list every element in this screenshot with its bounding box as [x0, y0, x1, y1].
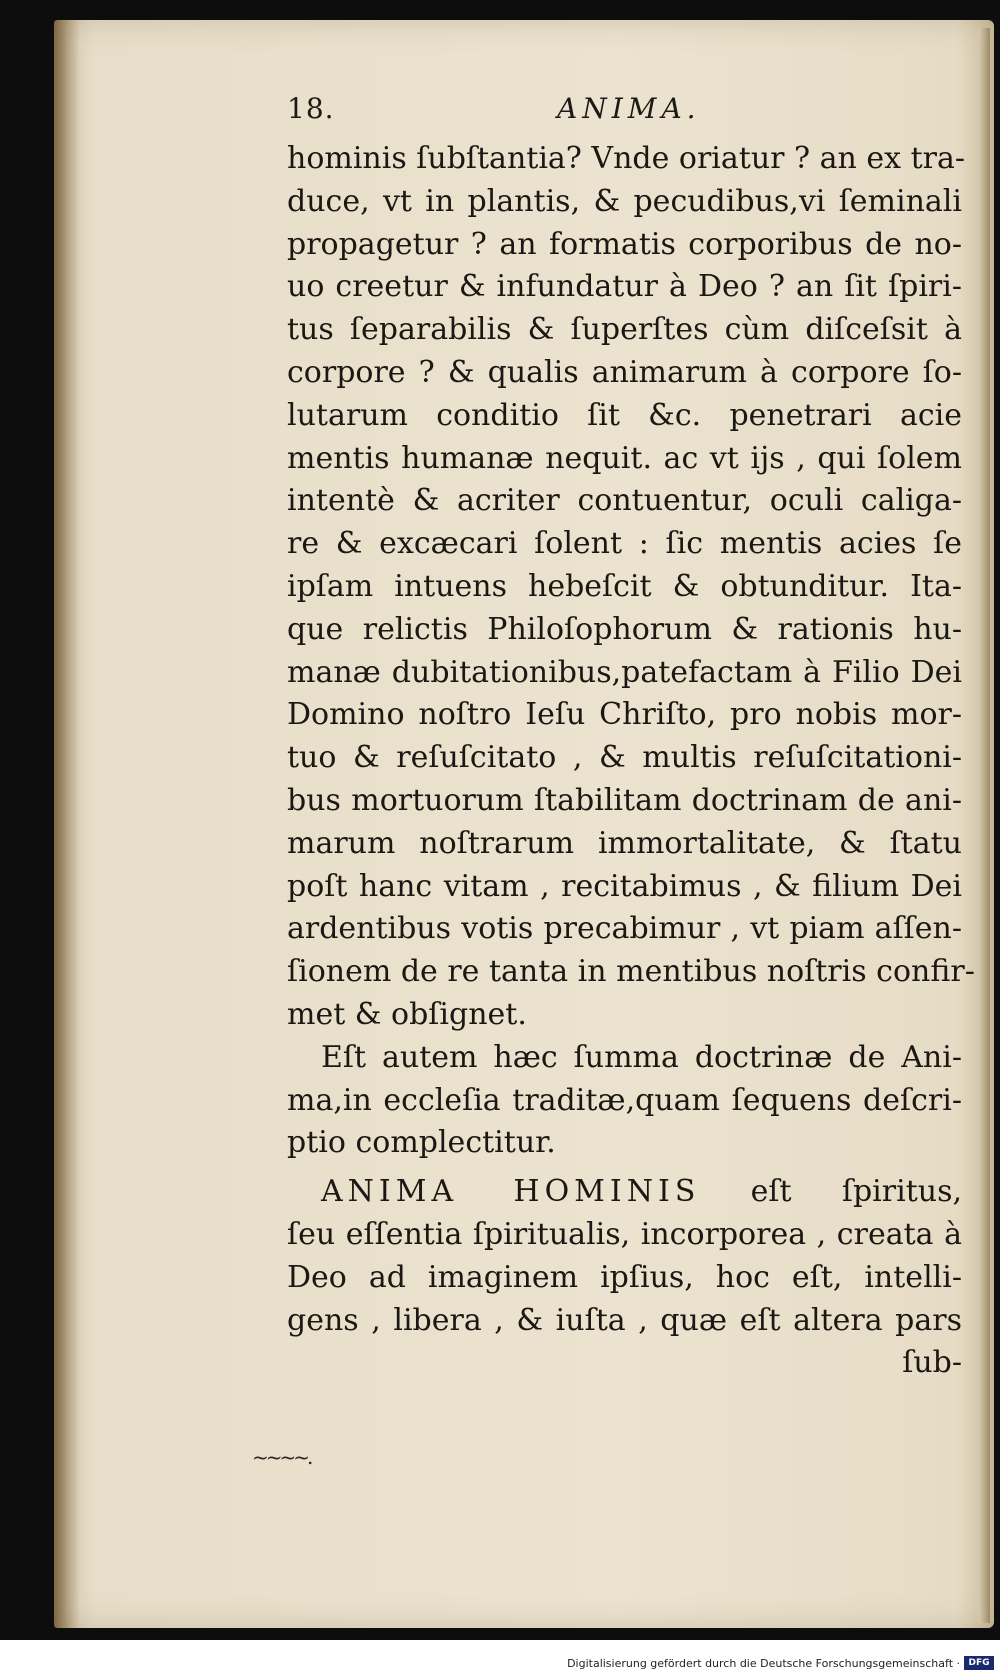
page-edge — [978, 28, 990, 1623]
text-line: intentè & acriter contuentur, oculi caliga- — [287, 483, 962, 519]
text-line: ſeu eſſentia ſpiritualis, incorporea , creata à — [287, 1216, 962, 1252]
text-line: uo creetur & infundatur à Deo ? an ſit ſpiri- — [287, 269, 962, 305]
text-line: ardentibus votis precabimur , vt piam aſſen- — [287, 911, 962, 947]
text-line: duce, vt in plantis, & pecudibus,vi ſeminali — [287, 183, 962, 219]
text-line: ptio complectitur. — [287, 1125, 556, 1161]
text-line: propagetur ? an formatis corporibus de no- — [287, 226, 962, 262]
text-line: gens , libera , & iuſta , quæ eſt altera pars — [287, 1302, 962, 1338]
text-line: corpore ? & qualis animarum à corpore ſo- — [287, 354, 962, 390]
text-line: tuo & reſuſcitato , & multis reſuſcitationi- — [287, 740, 962, 776]
text-line: mentis humanæ nequit. ac vt ijs , qui ſolem — [287, 440, 962, 476]
running-title: ANIMA. — [557, 92, 701, 125]
funding-credit: Digitalisierung gefördert durch die Deutsche Forschungsgemeinschaft · — [567, 1657, 960, 1670]
page-number: 18. — [287, 92, 335, 125]
definition-lead: ANIMA HOMINIS — [321, 1174, 701, 1210]
text-line: met & obſignet. — [287, 996, 527, 1032]
text-line: re & excæcari ſolent : ſic mentis acies ſe — [287, 526, 962, 562]
text-line: hominis ſubſtantia? Vnde oriatur ? an ex tra- — [287, 141, 966, 176]
body-text — [287, 138, 975, 1385]
page-header — [287, 92, 737, 132]
text-line: Eſt autem hæc ſumma doctrinæ de Ani- — [321, 1039, 962, 1075]
text-line: ſionem de re tanta in mentibus noſtris confir- — [287, 954, 975, 990]
text-line: Domino noſtro Ieſu Chriſto, pro nobis mor- — [287, 697, 962, 733]
text-line: manæ dubitationibus,patefactam à Filio Dei — [287, 654, 962, 690]
text-line: que relictis Philoſophorum & rationis hu- — [287, 611, 962, 647]
ink-mark: ~~~~. — [252, 1445, 311, 1469]
catchword: ſub- — [902, 1345, 962, 1381]
text-line: Deo ad imaginem ipſius, hoc eſt, intelli- — [287, 1259, 962, 1295]
text-line: poſt hanc vitam , recitabimus , & filium Dei — [287, 868, 962, 904]
text-line: marum noſtrarum immortalitate, & ſtatu — [287, 825, 962, 861]
definition-line — [287, 1171, 962, 1214]
text-line: ma,in eccleſia traditæ,quam ſequens deſcri- — [287, 1082, 962, 1118]
text-line: lutarum conditio ſit &c. penetrari acie — [287, 397, 962, 433]
text-line: tus ſeparabilis & ſuperſtes cùm diſceſsit à — [287, 312, 962, 348]
definition-text: eſt ſpiritus, — [700, 1174, 962, 1210]
dfg-logo: DFG — [964, 1656, 994, 1670]
gutter-shadow — [54, 20, 80, 1628]
text-line: bus mortuorum ſtabilitam doctrinam de ani- — [287, 782, 962, 818]
text-line: ipſam intuens hebeſcit & obtunditur. Ita- — [287, 568, 962, 604]
